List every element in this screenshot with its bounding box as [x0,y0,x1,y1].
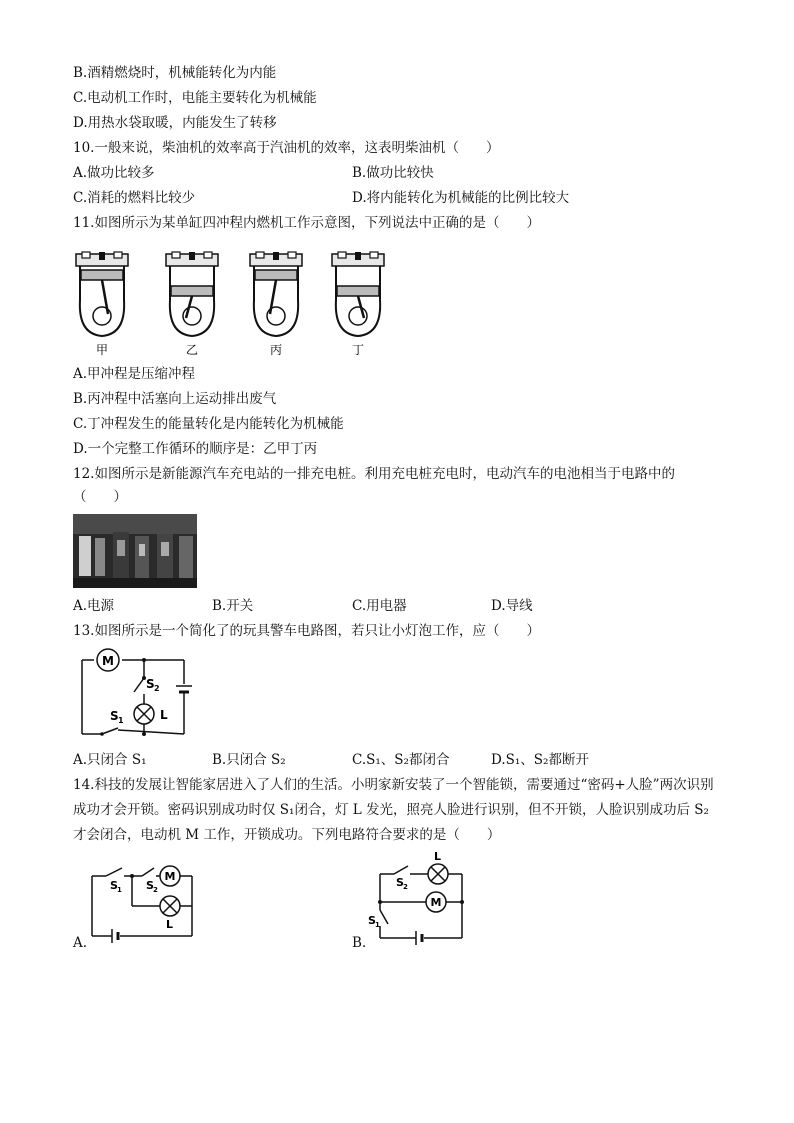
engine-label-bing: 丙 [269,343,283,357]
q10-stem: 10.一般来说，柴油机的效率高于汽油机的效率，这表明柴油机（ ） [73,140,500,156]
q12-option-a: A.电源 [73,598,115,614]
s2-label: S [396,876,404,889]
s1-label: S [110,709,119,723]
lamp-icon [134,704,154,724]
lamp-label: L [166,918,174,931]
q12-option-b: B.开关 [212,598,254,614]
s1-label-sub: 1 [118,716,124,725]
q11-option-b: B.丙冲程中活塞向上运动排出废气 [73,391,277,407]
q14-stem-line3: 才会闭合，电动机 M 工作，开锁成功。下列电路符合要求的是（ ） [73,827,501,843]
motor-label: M [430,896,442,909]
lamp-icon [428,864,448,884]
q10-option-a: A.做功比较多 [73,165,155,181]
s2-label-sub: 2 [153,886,158,894]
lamp-label: L [434,850,442,863]
toy-police-car-circuit [78,648,196,740]
motor-label: M [102,654,114,668]
q13-option-d: D.S₁、S₂都断开 [491,752,589,768]
lamp-icon [160,896,180,916]
q10-option-d: D.将内能转化为机械能的比例比较大 [352,190,570,206]
engine-jia [76,252,128,336]
s1-label-sub: 1 [375,921,380,929]
engine-label-yi: 乙 [185,343,199,357]
q14-option-a-label: A. [73,935,88,951]
engine-ding [332,252,384,336]
q13-stem: 13.如图所示是一个简化了的玩具警车电路图，若只让小灯泡工作，应（ ） [73,623,540,639]
motor-label: M [164,870,176,883]
engine-yi [166,252,218,336]
s1-label: S [368,914,376,927]
s2-label: S [146,677,155,691]
q11-option-a: A.甲冲程是压缩冲程 [73,366,196,382]
q12-stem: 12.如图所示是新能源汽车充电站的一排充电桩。利用充电桩充电时，电动汽车的电池相当于电路中的 [73,466,675,482]
engine-label-jia: 甲 [95,343,109,357]
engine-label-ding: 丁 [351,343,365,357]
q11-option-c: C.丁冲程发生的能量转化是内能转化为机械能 [73,416,344,432]
s1-label-sub: 1 [117,886,122,894]
q10-option-c: C.消耗的燃料比较少 [73,190,196,206]
s2-label-sub: 2 [154,684,160,693]
q12-option-c: C.用电器 [352,598,407,614]
q12-stem-blank: （ ） [73,489,127,505]
q14-stem-line1: 14.科技的发展让智能家居进入了人们的生活。小明家新安装了一个智能锁，需要通过“密码+人脸”两次识别 [73,777,714,793]
q11-stem: 11.如图所示为某单缸四冲程内燃机工作示意图，下列说法中正确的是（ ） [73,215,540,231]
q13-option-b: B.只闭合 S₂ [212,752,286,768]
q14-circuit-b [366,848,470,948]
q12-option-d: D.导线 [491,598,533,614]
q13-option-a: A.只闭合 S₁ [73,752,147,768]
lamp-label: L [160,708,168,722]
engine-strokes-figure [70,248,400,360]
q9-option-c: C.电动机工作时，电能主要转化为机械能 [73,90,317,106]
s2-label-sub: 2 [403,883,408,891]
q9-option-b: B.酒精燃烧时，机械能转化为内能 [73,65,277,81]
q11-option-d: D.一个完整工作循环的顺序是：乙甲丁丙 [73,441,318,457]
q14-circuit-a [88,858,198,944]
q9-option-d: D.用热水袋取暖，内能发生了转移 [73,115,277,131]
engine-bing [250,252,302,336]
q13-option-c: C.S₁、S₂都闭合 [352,752,450,768]
s1-label: S [110,879,118,892]
s2-label: S [146,879,154,892]
q14-option-b-label: B. [352,935,367,951]
q10-option-b: B.做功比较快 [352,165,434,181]
q14-stem-line2: 成功才会开锁。密码识别成功时仅 S₁闭合，灯 L 发光，照亮人脸进行识别，但不开锁，人脸识别成功后 S₂ [73,802,709,818]
charging-station-photo [73,514,197,588]
